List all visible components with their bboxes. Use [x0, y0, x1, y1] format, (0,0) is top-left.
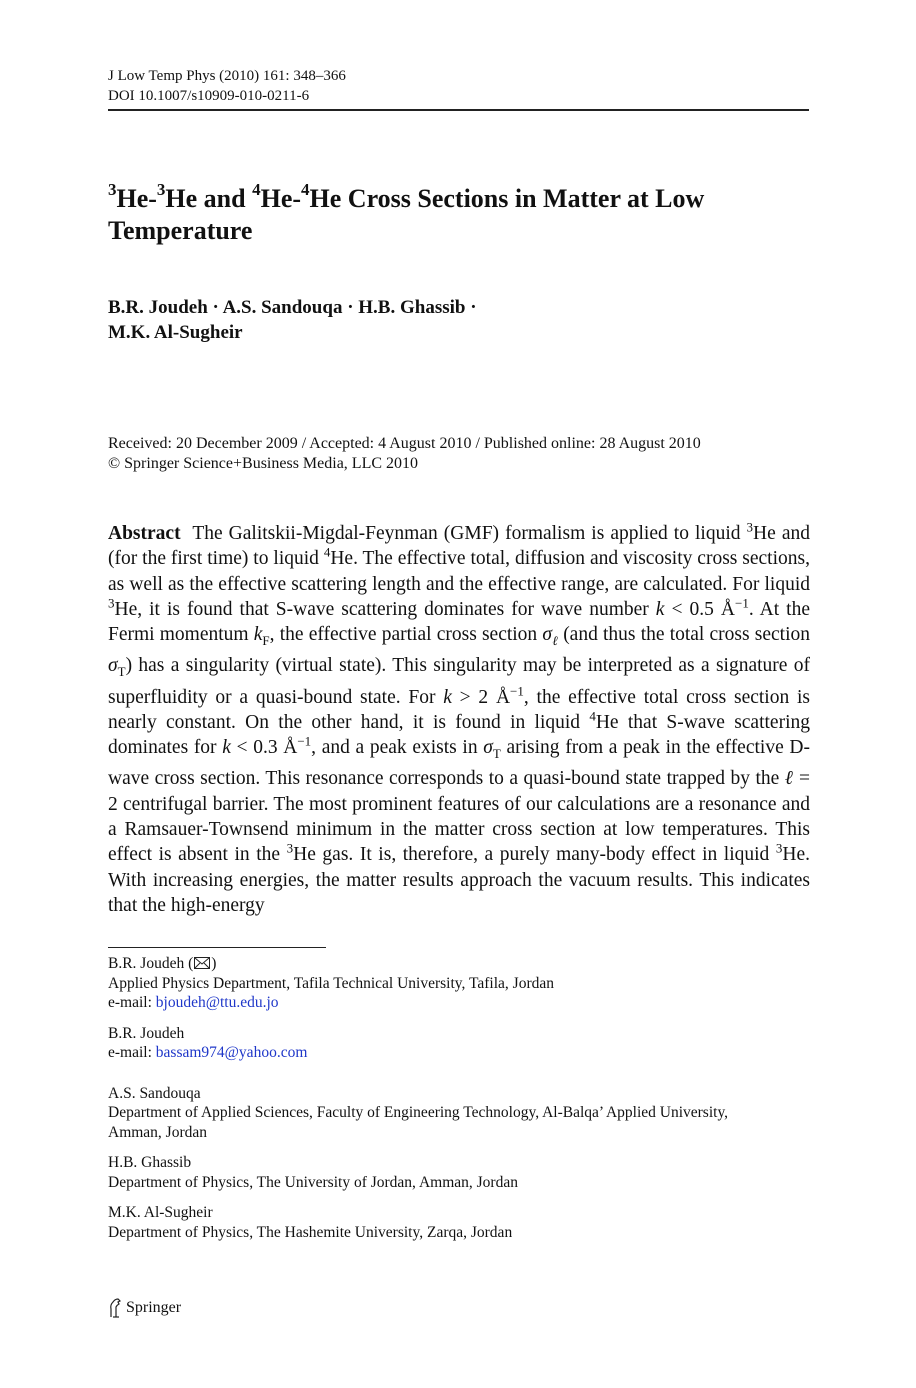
- affiliation-block: B.R. Joudeh e-mail: bassam974@yahoo.com: [108, 1024, 810, 1063]
- dates-line: Received: 20 December 2009 / Accepted: 4 August 2010 / Published online: 28 August 2010: [108, 435, 701, 452]
- springer-horse-icon: [108, 1298, 122, 1318]
- publication-dates: [108, 434, 810, 474]
- email-link[interactable]: bassam974@yahoo.com: [155, 1044, 308, 1061]
- authors-line-2: M.K. Al-Sugheir: [108, 322, 243, 343]
- affiliation-text: Department of Physics, The Hashemite University, Zarqa, Jordan: [108, 1223, 513, 1241]
- author-name: H.B. Ghassib: [108, 1154, 192, 1171]
- affiliation-text: Amman, Jordan: [108, 1123, 208, 1141]
- affiliation-block: B.R. Joudeh ( ) Applied Physics Department, Tafila Technical University, Tafila, Jordan e-mail: bjoudeh@ttu.edu.jo: [108, 954, 810, 1013]
- paper-title: [108, 180, 810, 247]
- affiliation-block: [108, 1084, 810, 1143]
- author-name: M.K. Al-Sugheir: [108, 1204, 213, 1221]
- copyright-line: © Springer Science+Business Media, LLC 2010: [108, 455, 419, 472]
- author-affiliations: [108, 954, 810, 1253]
- author-list: [108, 295, 810, 345]
- author-name: B.R. Joudeh: [108, 955, 185, 972]
- journal-header: [108, 66, 810, 106]
- abstract-label: Abstract: [108, 523, 181, 544]
- affiliation-text: Applied Physics Department, Tafila Technical University, Tafila, Jordan: [108, 974, 554, 992]
- footnote-rule: [108, 947, 326, 948]
- authors-line-1: B.R. Joudeh · A.S. Sandouqa · H.B. Ghassib ·: [108, 297, 477, 318]
- header-rule: [108, 109, 809, 111]
- author-name: B.R. Joudeh: [108, 1024, 185, 1042]
- abstract-text: Abstract The Galitskii-Migdal-Feynman (GMF) formalism is applied to liquid $^3$He and (for the first time) to liquid $^4$He. The effective total, diffusion and viscosity cross sections, as well as the effective scattering length and the effective range, are calculated. For liquid $^3$He, it is found that S-wave scattering dominates for wave number k < 0.5 $Å^{-1}$. At the Fermi momentum $k_F$, the effective partial cross section $\sigma_\ell$ (and thus the total cross section $\sigma_T$) has a singularity (virtual state). This singularity may be interpreted as a signature of superfluidity or a quasi-bound state. For k > 2 $Å^{-1}$, the effective total cross section is nearly constant. On the other hand, it is found in liquid $^4$He that S-wave scattering dominates for k < 0.3 $Å^{-1}$, and a peak exists in $\sigma_T$ arising from a peak in the effective D-wave cross section. This resonance corresponds to a quasi-bound state trapped by the ℓ = 2 centrifugal barrier. The most prominent features of our calculations are a resonance and a Ramsauer-Townsend minimum in the matter cross section at low temperatures. This effect is absent in the $^3$He gas. It is, therefore, a purely many-body effect in liquid $^3$He. With increasing energies, the matter results approach the vacuum results. This indicates that the high-energy: [108, 519, 811, 916]
- email-link[interactable]: bjoudeh@ttu.edu.jo: [155, 994, 279, 1011]
- affiliation-block: [108, 1153, 810, 1192]
- doi: DOI 10.1007/s10909-010-0211-6: [108, 88, 310, 104]
- affiliation-text: Department of Physics, The University of Jordan, Amman, Jordan: [108, 1173, 518, 1191]
- envelope-icon: [194, 957, 210, 969]
- title-line-2: Temperature: [108, 216, 253, 245]
- author-name: A.S. Sandouqa: [108, 1084, 201, 1102]
- abstract: [108, 521, 810, 918]
- journal-citation: J Low Temp Phys (2010) 161: 348–366: [108, 68, 346, 84]
- affiliation-text: Department of Applied Sciences, Faculty of Engineering Technology, Al-Balqa’ Applied University,: [108, 1104, 729, 1121]
- affiliation-block: [108, 1203, 810, 1242]
- title-line-1: $^3$He-$^3$He and $^4$He-$^4$He Cross Sections in Matter at Low: [108, 180, 705, 213]
- publisher-footer: [108, 1297, 810, 1319]
- publisher-name: Springer: [126, 1299, 182, 1316]
